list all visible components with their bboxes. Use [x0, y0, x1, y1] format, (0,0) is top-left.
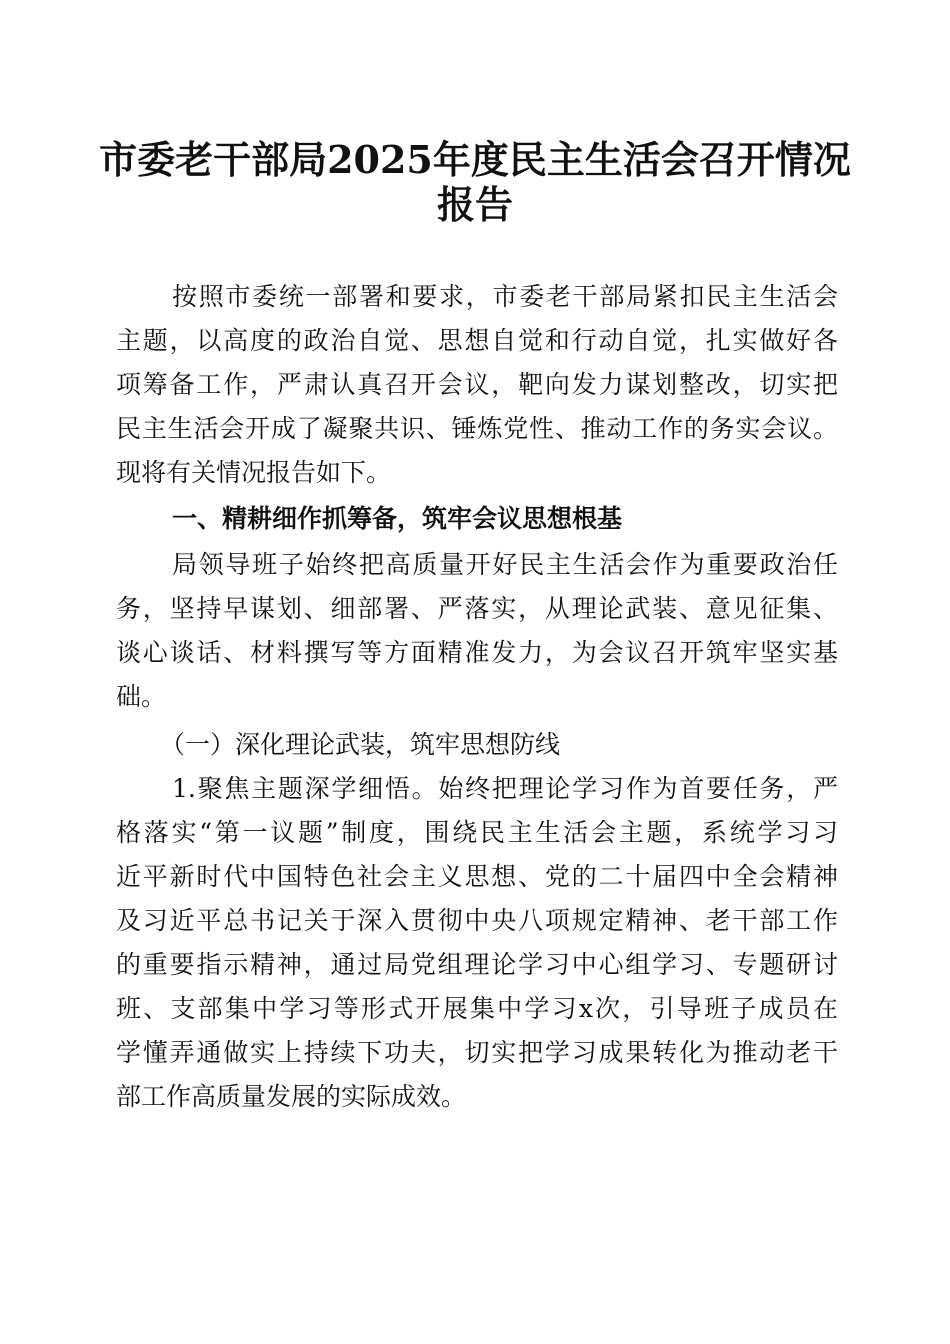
text-line: 部工作高质量发展的实际成效。	[116, 1082, 467, 1111]
text-line: 现将有关情况报告如下。	[116, 458, 392, 487]
text-line: 及习近平总书记关于深入贯彻中央八项规定精神、老干部工作	[116, 906, 838, 935]
document-title-line-1: 市委老干部局2025年度民主生活会召开情况	[99, 137, 851, 182]
text-line: 主题，以高度的政治自觉、思想自觉和行动自觉，扎实做好各	[116, 326, 838, 355]
text-line: 局领导班子始终把高质量开好民主生活会作为重要政治任	[172, 550, 838, 579]
text-line: 务，坚持早谋划、细部署、严落实，从理论武装、意见征集、	[116, 594, 838, 623]
text-line: 格落实“第一议题”制度，围绕民主生活会主题，系统学习习	[116, 818, 838, 847]
text-line: 础。	[116, 682, 167, 711]
text-line: 学懂弄通做实上持续下功夫，切实把学习成果转化为推动老干	[116, 1038, 838, 1067]
text-line: 的重要指示精神，通过局党组理论学习中心组学习、专题研讨	[116, 950, 838, 979]
subsection-heading: （一）深化理论武装，筑牢思想防线	[160, 730, 561, 759]
text-line: 按照市委统一部署和要求，市委老干部局紧扣民主生活会	[172, 282, 838, 311]
text-line: 项筹备工作，严肃认真召开会议，靶向发力谋划整改，切实把	[116, 370, 838, 399]
text-line: 班、支部集中学习等形式开展集中学习x次，引导班子成员在	[116, 994, 838, 1023]
text-line: 1.聚焦主题深学细悟。始终把理论学习作为首要任务，严	[172, 774, 838, 803]
section-heading: 一、精耕细作抓筹备，筑牢会议思想根基	[172, 504, 623, 533]
text-line: 谈心谈话、材料撰写等方面精准发力，为会议召开筑牢坚实基	[116, 638, 838, 667]
text-line: 近平新时代中国特色社会主义思想、党的二十届四中全会精神	[116, 862, 838, 891]
document-title-line-2: 报告	[436, 182, 513, 227]
text-line: 民主生活会开成了凝聚共识、锤炼党性、推动工作的务实会议。	[116, 414, 838, 443]
